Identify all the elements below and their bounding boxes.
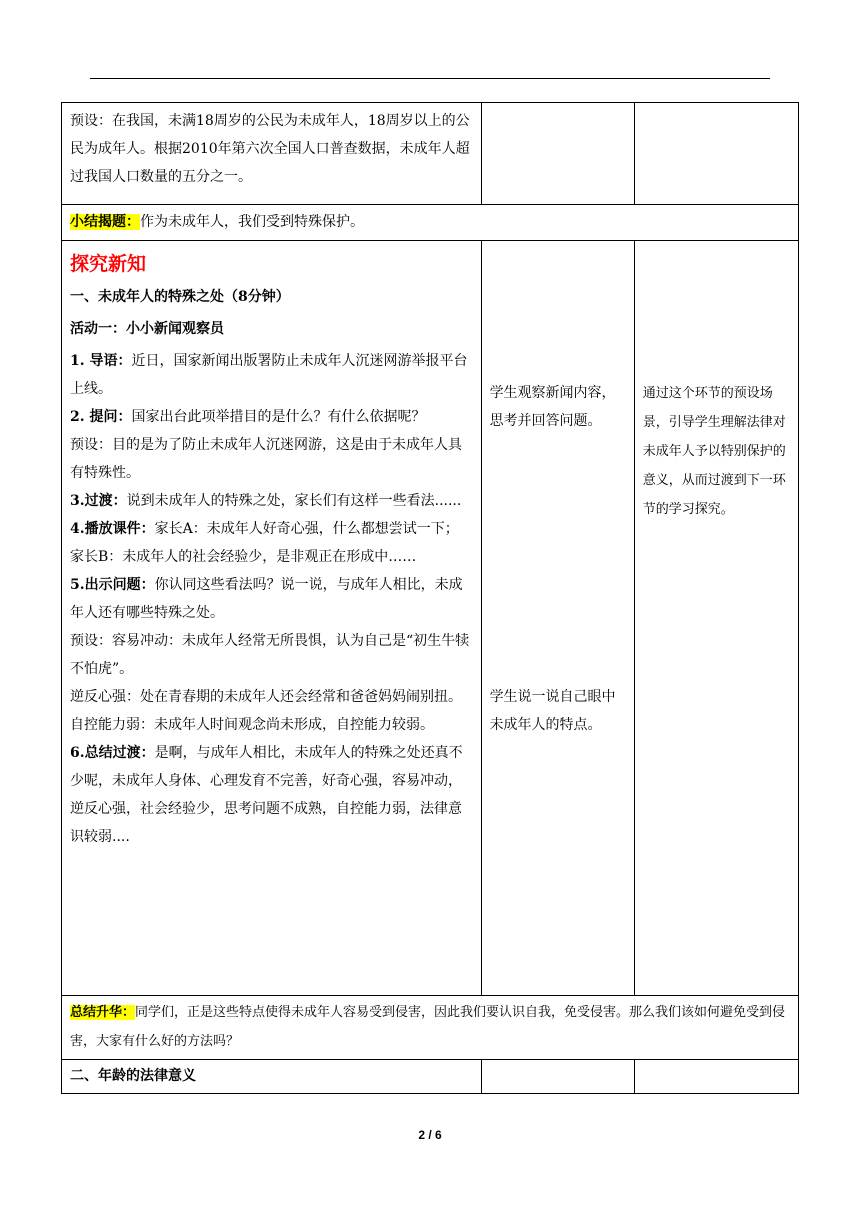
teacher-activity-cell	[62, 1060, 482, 1094]
age-section-title: 二、年龄的法律意义	[70, 1068, 196, 1084]
teacher-activity-cell	[62, 241, 482, 996]
section-title: 一、未成年人的特殊之处（8分钟）	[70, 289, 290, 305]
list-item: 2. 提问：国家出台此项举措目的是什么？有什么依据呢？	[70, 409, 426, 425]
table-row	[62, 103, 799, 205]
student-activity-cell	[481, 1060, 634, 1094]
page-number: 2 / 6	[418, 1128, 442, 1142]
summary-label: 小结揭题：	[70, 214, 140, 230]
student-activity-cell	[481, 103, 634, 205]
list-item: 6.总结过渡：是啊，与成年人相比，未成年人的特殊之处还真不少呢，未成年人身体、心理发育不完善，好奇心强，容易冲动，逆反心强，社会经验少，思考问题不成熟，自控能力弱，法律意识较弱....	[70, 745, 463, 845]
table-row	[62, 205, 799, 241]
table-row	[62, 1060, 799, 1094]
design-intent-cell	[634, 1060, 798, 1094]
student-activity-2: 学生说一说自己眼中未成年人的特点。	[489, 689, 616, 733]
teacher-activity-cell	[62, 103, 482, 205]
list-item: 逆反心强：处在青春期的未成年人还会经常和爸爸妈妈闹别扭。	[70, 689, 462, 705]
list-item: 5.出示问题：你认同这些看法吗？说一说，与成年人相比，未成年人还有哪些特殊之处。	[70, 577, 463, 621]
summary-text: 作为未成年人，我们受到特殊保护。	[140, 214, 364, 230]
summary-cell	[62, 205, 799, 241]
preset-text: 预设：在我国，未满18周岁的公民为未成年人，18周岁以上的公民为成年人。根据2010年第六次全国人口普查数据，未成年人超过我国人口数量的五分之一。	[70, 113, 470, 185]
student-activity-1: 学生观察新闻内容，思考并回答问题。	[489, 385, 616, 429]
header-rule	[90, 78, 770, 79]
student-activity-cell	[481, 241, 634, 996]
list-item: 1. 导语：近日，国家新闻出版署防止未成年人沉迷网游举报平台上线。	[70, 353, 468, 397]
list-item: 预设：容易冲动：未成年人经常无所畏惧，认为自己是“初生牛犊不怕虎”。	[70, 633, 470, 677]
list-item: 3.过渡：说到未成年人的特殊之处，家长们有这样一些看法......	[70, 493, 462, 509]
lesson-plan-table	[61, 102, 799, 1094]
conclusion-text: 同学们，正是这些特点使得未成年人容易受到侵害，因此我们要认识自我，免受侵害。那么我们该如何避免受到侵害，大家有什么好的方法吗？	[70, 1005, 786, 1049]
conclusion-cell	[62, 996, 799, 1060]
list-item: 预设：目的是为了防止未成年人沉迷网游，这是由于未成年人具有特殊性。	[70, 437, 462, 481]
list-item: 自控能力弱：未成年人时间观念尚未形成，自控能力较弱。	[70, 717, 434, 733]
activity-title: 活动一：小小新闻观察员	[70, 321, 224, 337]
design-intent-cell	[634, 103, 798, 205]
section-heading: 探究新知	[70, 253, 147, 275]
list-item: 4.播放课件：家长A：未成年人好奇心强，什么都想尝试一下；家长B：未成年人的社会经验少，是非观正在形成中……	[70, 521, 459, 565]
design-intent-cell	[634, 241, 798, 996]
table-row	[62, 241, 799, 996]
conclusion-label: 总结升华：	[70, 1005, 136, 1020]
table-row	[62, 996, 799, 1060]
design-intent-text: 通过这个环节的预设场景，引导学生理解法律对未成年人予以特别保护的意义，从而过渡到下一环节的学习探究。	[642, 386, 786, 517]
